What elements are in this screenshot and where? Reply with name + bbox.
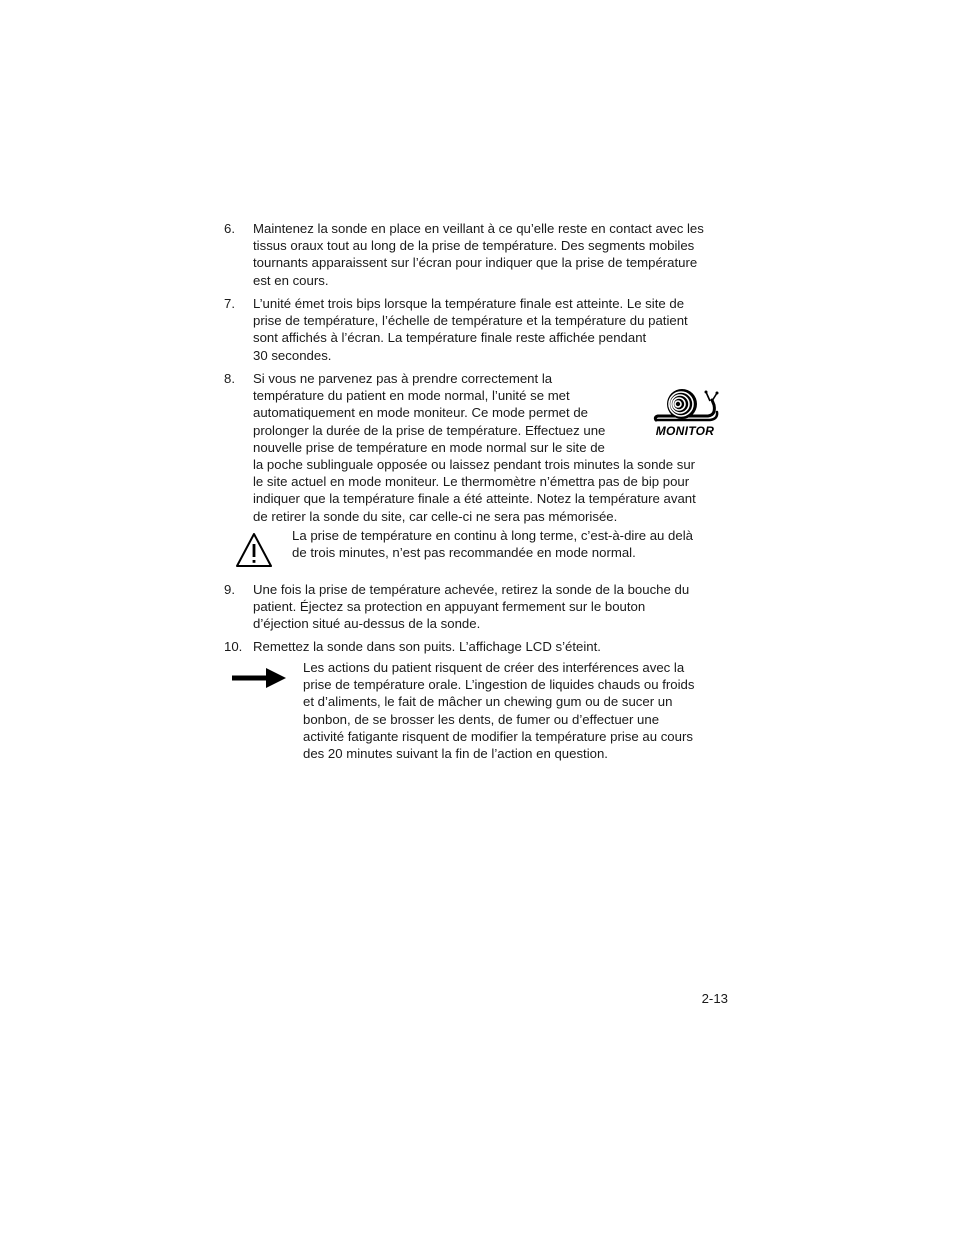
text-line: et d’aliments, le fait de mâcher un chewing gum ou de sucer un [303,694,673,710]
arrow-right-icon [232,668,286,688]
page-number: 2-13 [701,991,728,1006]
text-line: automatiquement en mode moniteur. Ce mode permet de [253,405,589,421]
monitor-label: MONITOR [655,424,715,438]
text-line: Si vous ne parvenez pas à prendre correctement la [253,371,553,386]
text-line: Les actions du patient risquent de créer des interférences avec la [303,660,685,675]
text-line: prolonger la durée de la prise de température. Effectuez une [253,422,606,438]
step-number: 7. [224,296,235,311]
warning-triangle-icon [235,532,273,568]
step-text [253,581,730,633]
text-line: Maintenez la sonde en place en veillant à ce qu’elle reste en contact avec les [253,221,704,236]
text-line: de trois minutes, n’est pas recommandée en mode normal. [292,545,636,561]
text-line: patient. Éjectez sa protection en appuyant fermement sur le bouton [253,599,646,615]
text-line: sont affichés à l’écran. La température finale reste affichée pendant [253,330,647,346]
text-line: Une fois la prise de température achevée, retirez la sonde de la bouche du [253,582,690,597]
text-line: indiquer que la température finale a été atteinte. Notez la température avant [253,491,696,507]
text-line: bonbon, de se brosser les dents, de fumer ou d’effectuer une [303,711,660,727]
text-line: prise de température orale. L’ingestion de liquides chauds ou froids [303,677,695,693]
step-number: 10. [224,639,243,654]
text-line: prise de température, l’échelle de température et la température du patient [253,313,688,329]
text-line: est en cours. [253,272,329,288]
step-text [253,638,730,655]
text-line: de retirer la sonde du site, car celle-ci ne sera pas mémorisée. [253,508,618,524]
warning-text [292,527,732,561]
step-number: 6. [224,221,235,236]
text-line: Remettez la sonde dans son puits. L’affichage LCD s’éteint. [253,639,601,654]
text-line: la poche sublinguale opposée ou laissez pendant trois minutes la sonde sur [253,457,696,473]
step-number: 8. [224,371,235,386]
step-10 [224,638,730,655]
note-text [303,659,733,762]
step-7 [224,295,730,364]
text-line: 30 secondes. [253,347,332,363]
step-text [253,295,730,364]
text-line: nouvelle prise de température en mode normal sur le site de [253,439,605,455]
monitor-mode-icon [650,388,720,440]
text-line: La prise de température en continu à long terme, c’est-à-dire au delà [292,528,693,543]
step-text [253,220,730,289]
text-line: des 20 minutes suivant la fin de l’action en question. [303,746,608,762]
step-9 [224,581,730,633]
text-line: température du patient en mode normal, l’unité se met [253,388,570,404]
text-line: d’éjection situé au-dessus de la sonde. [253,616,481,632]
text-line: tournants apparaissent sur l’écran pour indiquer que la prise de température [253,255,698,271]
snail-icon [650,388,720,426]
step-6 [224,220,730,289]
text-line: le site actuel en mode moniteur. Le thermomètre n’émettra pas de bip pour [253,474,690,490]
text-line: L’unité émet trois bips lorsque la température finale est atteinte. Le site de [253,296,685,311]
step-number: 9. [224,582,235,597]
text-line: activité fatigante risquent de modifier la température prise au cours [303,728,693,744]
text-line: tissus oraux tout au long de la prise de température. Des segments mobiles [253,238,695,254]
